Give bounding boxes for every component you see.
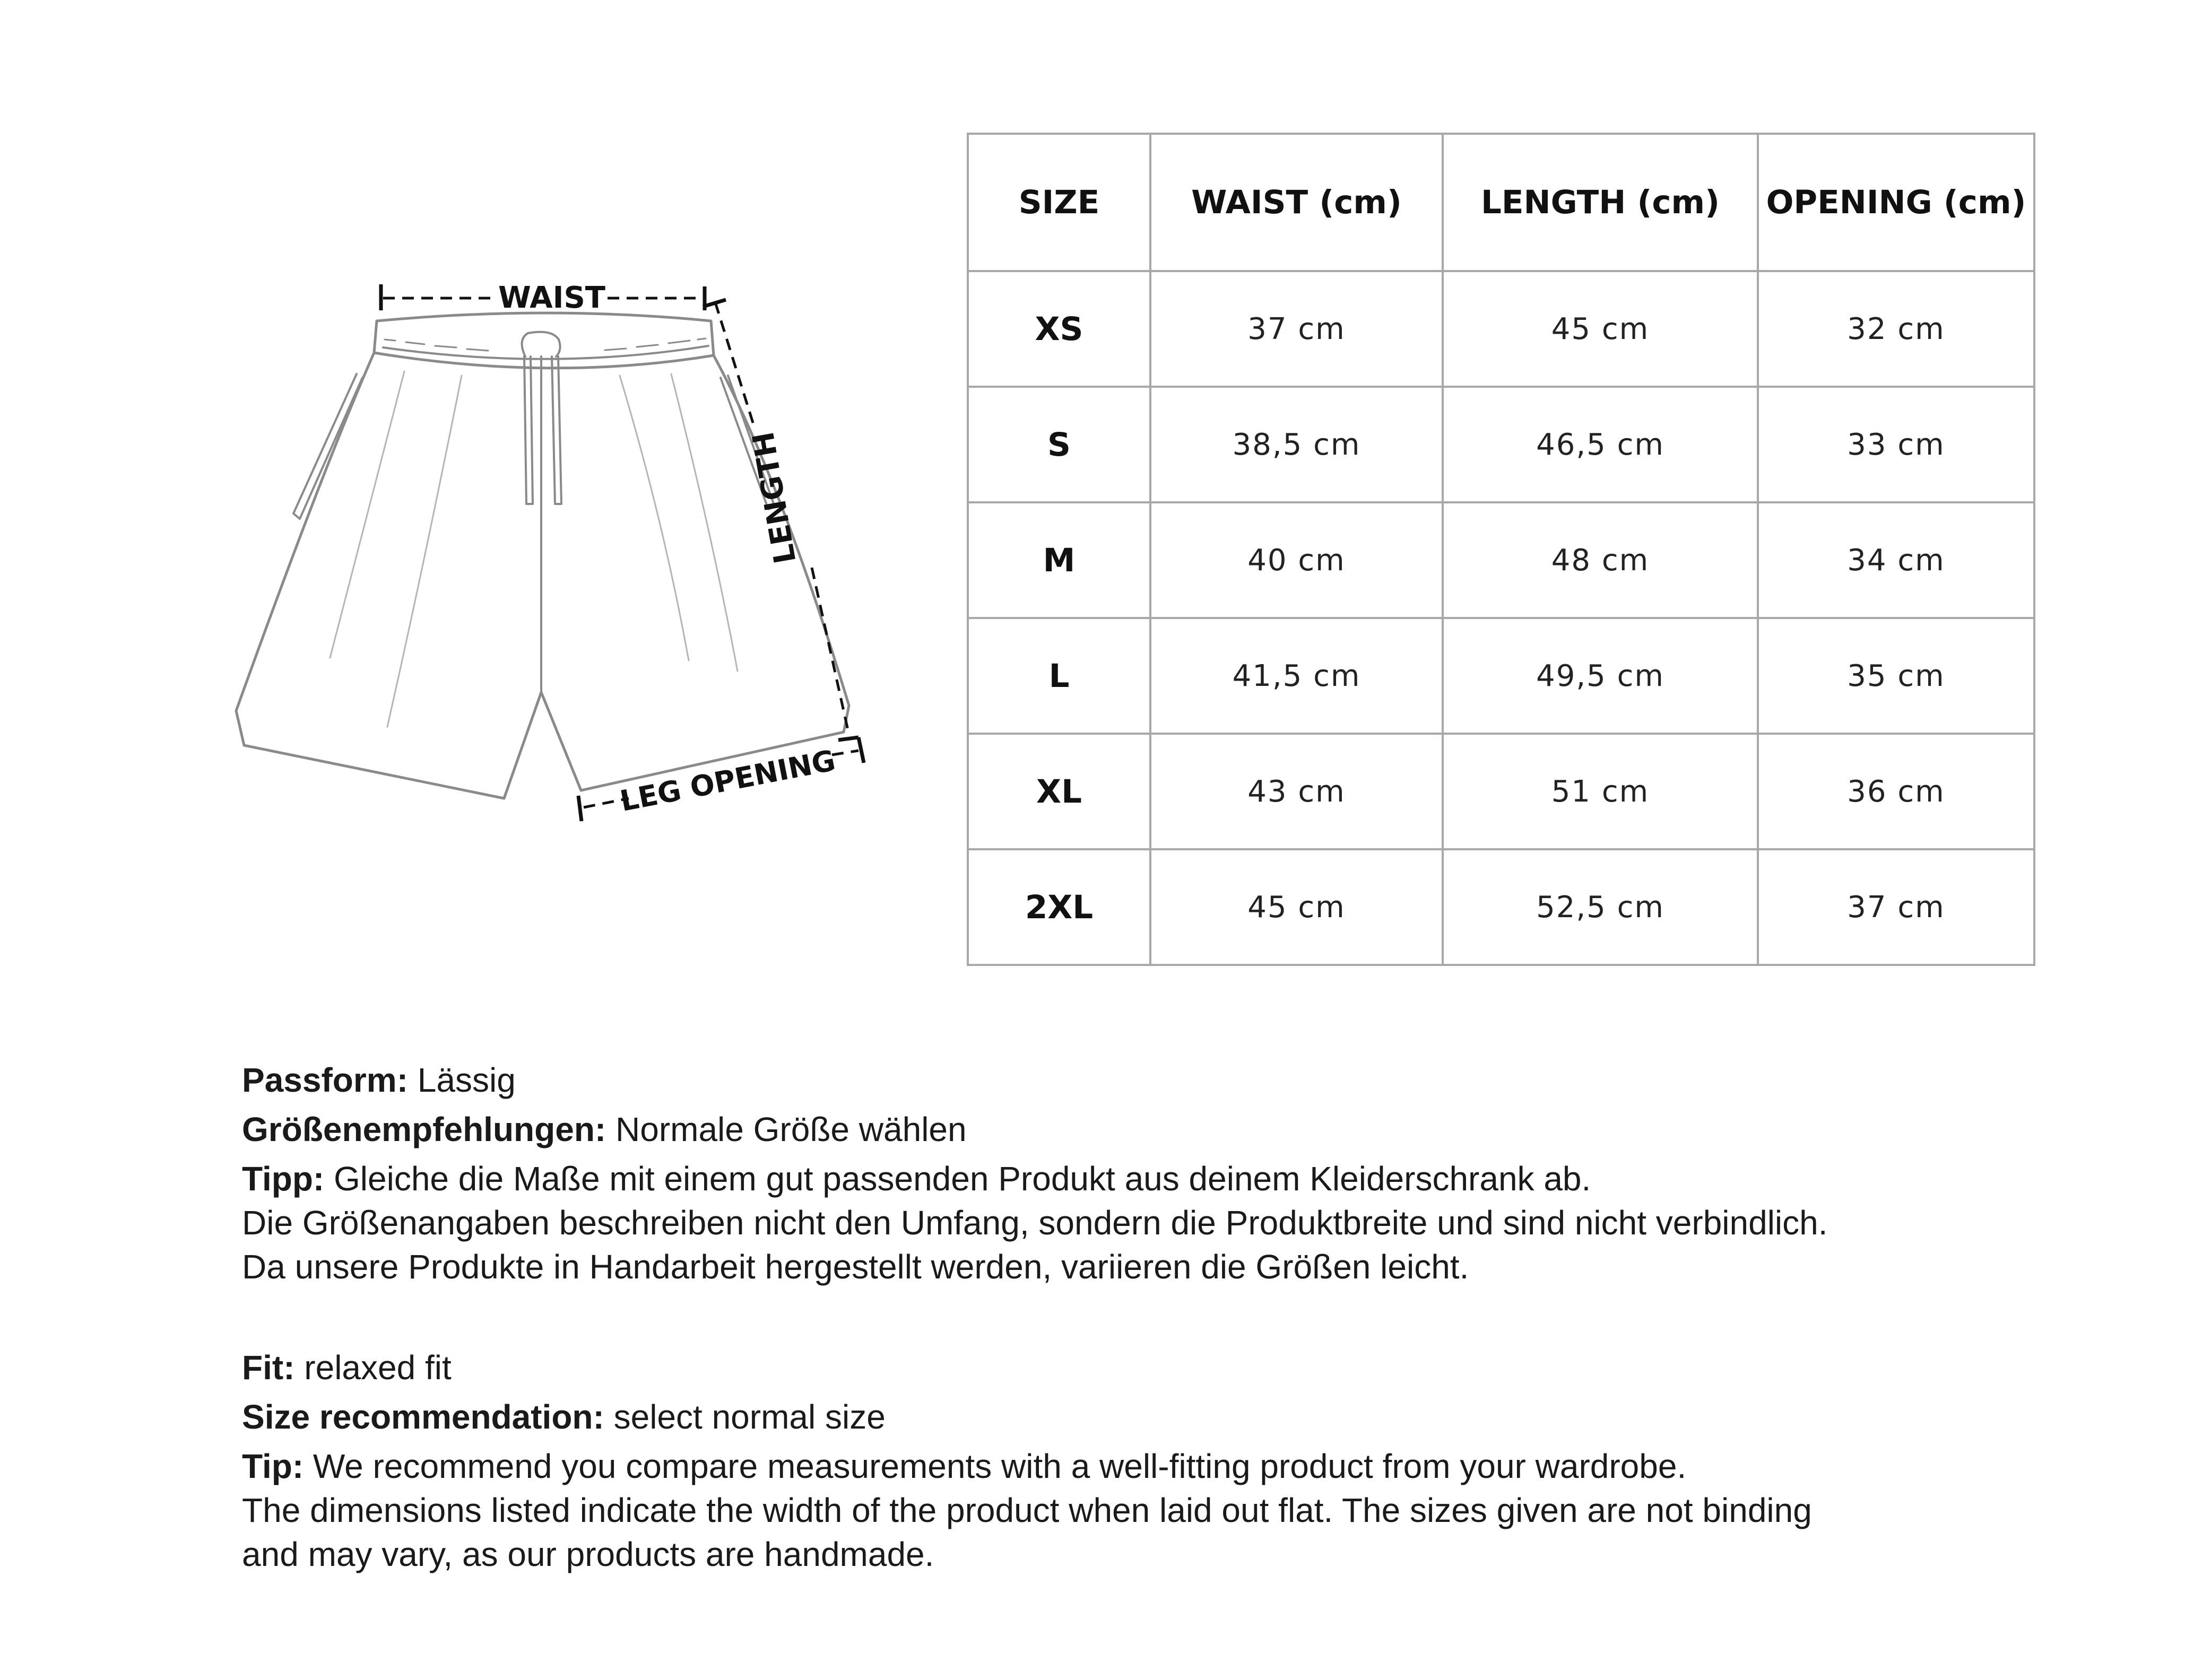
header-waist: WAIST (cm) <box>1150 134 1443 271</box>
opening-cell: 35 cm <box>1758 618 2034 734</box>
size-cell: S <box>968 387 1150 502</box>
length-cell: 48 cm <box>1443 502 1758 618</box>
header-opening: OPENING (cm) <box>1758 134 2034 271</box>
length-label: LENGTH <box>745 429 803 567</box>
size-recommendation-label: Größenempfehlungen: <box>242 1110 606 1148</box>
opening-cell: 33 cm <box>1758 387 2034 502</box>
table-row <box>968 387 2034 502</box>
size-recommendation-value: select normal size <box>604 1398 886 1436</box>
tip-value: We recommend you compare measurements with a well-fitting product from your wardrobe. <box>304 1447 1687 1485</box>
length-cell: 49,5 cm <box>1443 618 1758 734</box>
opening-cell: 36 cm <box>1758 734 2034 849</box>
size-recommendation-line <box>242 1395 1812 1439</box>
waist-cell: 38,5 cm <box>1150 387 1443 502</box>
tip-label: Tipp: <box>242 1160 325 1198</box>
waist-cell: 40 cm <box>1150 502 1443 618</box>
table-row <box>968 734 2034 849</box>
table-row <box>968 502 2034 618</box>
dimension-note: Die Größenangaben beschreiben nicht den Umfang, sondern die Produktbreite und sind nicht verbindlich. <box>242 1204 1828 1242</box>
leg-opening-label: LEG OPENING <box>617 743 838 819</box>
tip-label: Tip: <box>242 1447 304 1485</box>
opening-cell: 32 cm <box>1758 271 2034 387</box>
table-header-row <box>968 134 2034 271</box>
size-table <box>967 133 2035 966</box>
size-cell: 2XL <box>968 849 1150 965</box>
fit-label: Passform: <box>242 1061 408 1099</box>
length-cell: 45 cm <box>1443 271 1758 387</box>
notes-german <box>242 1058 1828 1289</box>
size-recommendation-line <box>242 1108 1828 1152</box>
table-row <box>968 618 2034 734</box>
handmade-note: Da unsere Produkte in Handarbeit hergestellt werden, variieren die Größen leicht. <box>242 1248 1469 1286</box>
length-cell: 51 cm <box>1443 734 1758 849</box>
tip-line <box>242 1157 1828 1201</box>
waist-cell: 45 cm <box>1150 849 1443 965</box>
waist-cell: 37 cm <box>1150 271 1443 387</box>
opening-cell: 37 cm <box>1758 849 2034 965</box>
fit-value: relaxed fit <box>294 1348 452 1387</box>
table-row <box>968 271 2034 387</box>
shorts-outline <box>236 313 849 798</box>
size-recommendation-label: Size recommendation: <box>242 1398 604 1436</box>
tip-line <box>242 1444 1812 1489</box>
size-recommendation-value: Normale Größe wählen <box>606 1110 967 1148</box>
waist-cell: 43 cm <box>1150 734 1443 849</box>
waist-label: WAIST <box>498 281 605 315</box>
length-cell: 52,5 cm <box>1443 849 1758 965</box>
length-cell: 46,5 cm <box>1443 387 1758 502</box>
header-length: LENGTH (cm) <box>1443 134 1758 271</box>
fit-line <box>242 1058 1828 1102</box>
size-cell: XS <box>968 271 1150 387</box>
size-cell: L <box>968 618 1150 734</box>
handmade-note: and may vary, as our products are handmade. <box>242 1535 934 1573</box>
fit-value: Lässig <box>408 1061 516 1099</box>
size-cell: XL <box>968 734 1150 849</box>
waist-cell: 41,5 cm <box>1150 618 1443 734</box>
fit-label: Fit: <box>242 1348 295 1387</box>
header-size: SIZE <box>968 134 1150 271</box>
dimension-note: The dimensions listed indicate the width of the product when laid out flat. The sizes given are not binding <box>242 1491 1812 1529</box>
fit-line <box>242 1346 1812 1390</box>
table-row <box>968 849 2034 965</box>
shorts-diagram <box>212 255 902 881</box>
notes-english <box>242 1346 1812 1577</box>
tip-value: Gleiche die Maße mit einem gut passenden Produkt aus deinem Kleiderschrank ab. <box>324 1160 1591 1198</box>
size-cell: M <box>968 502 1150 618</box>
opening-cell: 34 cm <box>1758 502 2034 618</box>
